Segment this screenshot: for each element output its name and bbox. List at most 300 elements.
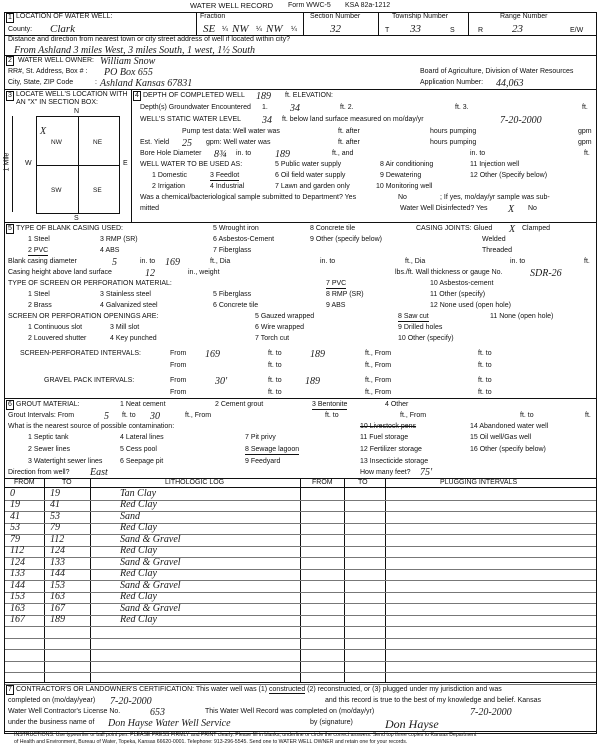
ft-from-label: ft., From <box>400 412 427 419</box>
certification-c: and this record is true to the best of my knowledge and belief. Kansas <box>325 697 541 704</box>
screen-option[interactable]: 4 Galvanized steel <box>100 302 158 309</box>
certification-b: (2) reconstructed, or (3) plugged under my jurisdiction and was <box>307 686 502 693</box>
log-description[interactable]: Tan Clay <box>120 487 157 499</box>
weight-label: in., weight <box>188 269 220 276</box>
log-from[interactable]: 19 <box>10 499 20 510</box>
screen-option[interactable]: 12 None used (open hole) <box>430 302 511 309</box>
from-label: From <box>170 362 187 369</box>
quadrant-ne[interactable]: NE <box>93 139 103 146</box>
static-date[interactable]: 7-20-2000 <box>500 115 542 126</box>
east-label: E <box>123 160 128 167</box>
range-r: R <box>478 27 484 34</box>
city-value[interactable]: Ashland Kansas 67831 <box>100 77 193 89</box>
opening-option[interactable]: 11 None (open hole) <box>490 313 554 320</box>
opening-option[interactable]: 4 Key punched <box>110 335 157 342</box>
mile-scale-line <box>12 116 13 212</box>
contam-option[interactable]: 16 Other (specify below) <box>470 446 546 453</box>
completed-label: completed on (mo/day/year) <box>8 697 96 704</box>
ft-from-label: ft., From <box>365 389 392 396</box>
colon: : <box>95 79 97 86</box>
after-label: ft. after <box>338 139 360 146</box>
log-to[interactable]: 153 <box>50 579 65 591</box>
section-number: 5 <box>6 224 14 234</box>
use-option[interactable]: 12 Other (Specify below) <box>470 172 548 179</box>
gauge-value[interactable]: SDR-26 <box>530 268 562 279</box>
ft-label: ft. <box>585 412 591 419</box>
bore-label: Bore Hole Diameter <box>140 150 202 157</box>
ft-to-label: ft. to <box>478 350 492 357</box>
opening-option[interactable]: 5 Gauzed wrapped <box>255 313 315 320</box>
grid-horizontal <box>37 165 119 166</box>
log-description[interactable]: Red Clay <box>120 614 157 625</box>
table-row <box>5 580 596 581</box>
after-label: ft. after <box>338 128 360 135</box>
casing-option-selected[interactable]: 2 PVC <box>28 247 49 254</box>
log-description[interactable]: Sand & Gravel <box>120 579 181 591</box>
table-row <box>5 661 596 662</box>
table-row <box>5 603 596 604</box>
disinfected-label: Water Well Disinfected? Yes <box>400 205 488 212</box>
screen-option[interactable]: 10 Asbestos-cement <box>430 280 494 287</box>
contam-option-struck[interactable]: 10 Livestock pens <box>360 423 417 430</box>
opening-option[interactable]: 9 Drilled holes <box>398 324 443 331</box>
glued-mark[interactable]: X <box>509 224 516 235</box>
table-row <box>5 684 596 685</box>
screen-option-selected[interactable]: 7 PVC <box>326 280 347 287</box>
table-row <box>5 649 596 650</box>
disinfected-yes-mark[interactable]: X <box>508 204 515 215</box>
township-s: S <box>450 27 455 34</box>
use-option[interactable]: 8 Air conditioning <box>380 161 434 168</box>
mitted-label: mitted <box>140 205 160 212</box>
log-description[interactable]: Red Clay <box>120 545 157 556</box>
in-to-label: in. to <box>236 150 252 157</box>
bore-value[interactable]: 8¾ <box>214 149 227 160</box>
log-to[interactable]: 167 <box>50 602 65 614</box>
table-row <box>5 626 596 627</box>
owner-value[interactable]: William Snow <box>100 56 156 67</box>
ft-to-label: ft. to <box>268 362 282 369</box>
screen-option[interactable]: 9 ABS <box>326 302 346 309</box>
ft-label: ft. <box>584 258 590 265</box>
log-from[interactable]: 167 <box>10 614 25 625</box>
log-description[interactable]: Sand & Gravel <box>120 602 181 614</box>
in-to-label: in. to <box>140 258 156 265</box>
section-number: 4 <box>133 91 141 101</box>
section-number: 6 <box>6 400 14 410</box>
form-title: WATER WELL RECORD <box>190 1 274 10</box>
ft-label: ft. <box>582 104 588 111</box>
log-to[interactable]: 53 <box>50 510 60 522</box>
screen-option[interactable]: 3 Stainless steel <box>100 291 151 298</box>
table-row <box>5 638 596 639</box>
casing-option[interactable]: 6 Asbestos-Cement <box>213 236 275 243</box>
ft-label: ft. <box>584 150 590 157</box>
from-label: From <box>170 389 187 396</box>
locate-label: LOCATE WELL'S LOCATION WITH <box>16 91 128 98</box>
ft-to-label: ft. to <box>268 377 282 384</box>
log-description[interactable]: Sand & Gravel <box>120 533 181 545</box>
license-label: Water Well Contractor's License No. <box>8 708 121 715</box>
ft-to-label: ft. to <box>325 412 339 419</box>
log-to[interactable]: 189 <box>50 614 65 625</box>
locate-label-2: AN "X" IN SECTION BOX: <box>16 99 98 106</box>
constructed-option[interactable]: constructed <box>269 686 306 693</box>
use-option[interactable]: 9 Dewatering <box>380 172 422 179</box>
depth-label: DEPTH OF COMPLETED WELL <box>143 92 245 99</box>
direction-value[interactable]: East <box>90 467 108 478</box>
depth-value[interactable]: 189 <box>256 91 271 102</box>
log-from[interactable]: 53 <box>10 522 20 533</box>
yield-gpm: gpm: Well water was <box>206 139 271 146</box>
screen-option[interactable]: 11 Other (specify) <box>430 291 486 298</box>
log-to[interactable]: 124 <box>50 545 65 556</box>
instructions-line-2: of Health and Environment, Bureau of Water, Topeka, Kansas 66620-0001. Telephone: 913-296-5545. Send one to WATER WELL OWNER and retain one for your records. <box>14 739 408 745</box>
screen-option[interactable]: 6 Concrete tile <box>213 302 259 309</box>
log-to[interactable]: 144 <box>50 568 65 579</box>
casing-height-value[interactable]: 12 <box>145 268 155 279</box>
casing-option[interactable]: 9 Other (specify below) <box>310 236 382 243</box>
table-row <box>5 557 596 558</box>
blank-to-value[interactable]: 169 <box>165 257 180 268</box>
perforated-intervals-label: SCREEN-PERFORATED INTERVALS: <box>20 350 141 357</box>
static-label: WELL'S STATIC WATER LEVEL <box>140 116 242 123</box>
clamped-option[interactable]: Clamped <box>522 225 551 232</box>
log-description[interactable]: Red Clay <box>120 591 157 602</box>
table-row <box>5 546 596 547</box>
col-header-plugging: PLUGGING INTERVALS <box>440 479 518 486</box>
opening-option[interactable]: 10 Other (specify) <box>398 335 454 342</box>
elevation-label: ft. ELEVATION: <box>285 92 333 99</box>
casing-option[interactable]: 1 Steel <box>28 236 50 243</box>
in-to-label: in. to <box>510 258 526 265</box>
sample-label: Was a chemical/bacteriological sample submitted to Department? Yes <box>140 194 357 201</box>
record-date-label: This Water Well Record was completed on (mo/day/yr) <box>205 708 375 715</box>
use-option[interactable]: 2 Irrigation <box>152 183 186 190</box>
casing-option[interactable]: 7 Fiberglass <box>213 247 252 254</box>
log-description[interactable]: Sand & Gravel <box>120 556 181 568</box>
table-row <box>5 534 596 535</box>
table-row <box>5 615 596 616</box>
opening-option[interactable]: 7 Torch cut <box>255 335 290 342</box>
quadrant-se[interactable]: SE <box>93 187 102 194</box>
table-row <box>5 592 596 593</box>
log-from[interactable]: 144 <box>10 579 25 591</box>
col-header-plug-from: FROM <box>312 479 333 486</box>
grout-option-selected[interactable]: 3 Bentonite <box>312 401 348 408</box>
ft-to-label: ft. to <box>478 377 492 384</box>
contam-option[interactable]: 9 Feedyard <box>245 458 281 465</box>
screen-option[interactable]: 5 Fiberglass <box>213 291 252 298</box>
contam-option[interactable]: 14 Abandoned water well <box>470 423 549 430</box>
divider <box>468 12 469 35</box>
log-from[interactable]: 163 <box>10 602 25 614</box>
quarter-label: ¼ <box>256 26 262 33</box>
address-label: RR#, St. Address, Box # : <box>8 68 88 75</box>
log-from[interactable]: 133 <box>10 568 25 579</box>
section-number-value[interactable]: 32 <box>330 23 341 35</box>
hours-label: hours pumping <box>430 139 477 146</box>
north-label: N <box>74 108 80 115</box>
divider <box>4 398 596 399</box>
in-to-label: in. to <box>470 150 486 157</box>
log-from[interactable]: 112 <box>10 545 25 556</box>
grout-from-value[interactable]: 5 <box>104 411 109 422</box>
signature-label: by (signature) <box>310 719 353 726</box>
opening-option-selected[interactable]: 8 Saw cut <box>398 313 429 320</box>
section-number: 1 <box>6 13 14 23</box>
ft-to-label: ft. to <box>268 350 282 357</box>
use-option[interactable]: 1 Domestic <box>152 172 188 179</box>
gravel-to-value[interactable]: 189 <box>305 376 320 387</box>
disinfected-no[interactable]: No <box>528 205 537 212</box>
casing-option[interactable]: 3 RMP (SR) <box>100 236 138 243</box>
city-label: City, State, ZIP Code <box>8 79 74 86</box>
threaded-option[interactable]: Threaded <box>482 247 512 254</box>
table-row <box>5 523 596 524</box>
grout-intervals-label: Grout Intervals: From <box>8 412 75 419</box>
use-option-selected[interactable]: 3 Feedlot <box>210 172 240 179</box>
joints-label: CASING JOINTS: Glued <box>416 225 493 232</box>
opening-option[interactable]: 3 Mill slot <box>110 324 140 331</box>
contam-option[interactable]: 5 Cess pool <box>120 446 157 453</box>
use-option[interactable]: 10 Monitoring well <box>376 183 433 190</box>
owner-label: WATER WELL OWNER: <box>18 57 94 64</box>
feet-label: How many feet? <box>360 469 411 476</box>
completed-date[interactable]: 7-20-2000 <box>110 696 152 707</box>
contam-option[interactable]: 15 Oil well/Gas well <box>470 434 532 441</box>
log-to[interactable]: 19 <box>50 487 60 499</box>
grout-to-value[interactable]: 30 <box>150 411 160 422</box>
certification-a: CONTRACTOR'S OR LANDOWNER'S CERTIFICATION: This water well was (1) <box>16 686 268 693</box>
openings-label: SCREEN OR PERFORATION OPENINGS ARE: <box>8 313 159 320</box>
log-from[interactable]: 0 <box>10 487 15 499</box>
board-label: Board of Agriculture, Division of Water Resources <box>420 68 574 75</box>
static-suffix: ft. below land surface measured on mo/day/yr <box>282 116 424 123</box>
license-value[interactable]: 653 <box>150 707 165 718</box>
ft-from-label: ft., From <box>365 350 392 357</box>
divider <box>378 12 379 35</box>
hours-label: hours pumping <box>430 128 477 135</box>
fraction-1[interactable]: SE <box>203 23 216 35</box>
yield-value[interactable]: 25 <box>182 138 192 149</box>
ft-dia-label: ft., Dia <box>405 258 426 265</box>
contam-option-selected[interactable]: 8 Sewage lagoon <box>245 446 300 453</box>
table-row <box>5 569 596 570</box>
statute-reference: KSA 82a-1212 <box>345 2 391 9</box>
feet-value[interactable]: 75' <box>420 467 433 478</box>
quadrant-nw[interactable]: NW <box>51 139 62 146</box>
record-date[interactable]: 7-20-2000 <box>470 707 512 718</box>
grout-option[interactable]: 1 Neat cement <box>120 401 166 408</box>
ft-to-label: ft. to <box>478 362 492 369</box>
ft-to-label: ft. to <box>268 389 282 396</box>
log-to[interactable]: 79 <box>50 522 60 533</box>
log-to[interactable]: 41 <box>50 499 60 510</box>
ft-dia-label: ft., Dia <box>210 258 231 265</box>
section-number: 3 <box>6 91 14 101</box>
signature[interactable]: Don Hayse <box>385 716 439 731</box>
south-label: S <box>74 215 79 222</box>
use-option[interactable]: 4 Industrial <box>210 183 245 190</box>
business-name[interactable]: Don Hayse Water Well Service <box>108 718 231 729</box>
gravel-pack-label: GRAVEL PACK INTERVALS: <box>44 377 135 384</box>
casing-option[interactable]: 5 Wrought iron <box>213 225 259 232</box>
welded-option[interactable]: Welded <box>482 236 506 243</box>
application-label: Application Number: <box>420 79 484 86</box>
divider <box>4 89 596 90</box>
quarter-label: ¼ <box>291 26 297 33</box>
log-to[interactable]: 112 <box>50 533 65 545</box>
screen-material-label: TYPE OF SCREEN OR PERFORATION MATERIAL: <box>8 280 172 287</box>
from-label: From <box>170 377 187 384</box>
contam-option[interactable]: 13 Insecticide storage <box>360 458 429 465</box>
section-number-label: Section Number <box>310 13 361 20</box>
divider <box>4 222 596 223</box>
sample-no[interactable]: No <box>398 194 407 201</box>
perf-to-value[interactable]: 189 <box>310 349 325 360</box>
contam-option[interactable]: 6 Seepage pit <box>120 458 164 465</box>
bore-to-value[interactable]: 189 <box>275 149 290 160</box>
section-box[interactable] <box>36 116 120 214</box>
fraction-label: Fraction <box>200 13 226 20</box>
log-description[interactable]: Sand <box>120 510 140 522</box>
range-value[interactable]: 23 <box>512 23 523 35</box>
contam-option[interactable]: 2 Sewer lines <box>28 446 71 453</box>
use-option[interactable]: 6 Oil field water supply <box>275 172 346 179</box>
yield-label: Est. Yield <box>140 139 170 146</box>
static-value[interactable]: 34 <box>262 115 272 126</box>
table-row <box>5 672 596 673</box>
casing-height-label: Casing height above land surface <box>8 269 112 276</box>
casing-label: TYPE OF BLANK CASING USED: <box>16 225 123 232</box>
contamination-label: What is the nearest source of possible contamination: <box>8 423 175 430</box>
sample-suffix: ; If yes, mo/day/yr sample was sub- <box>440 194 550 201</box>
section-number: 2 <box>6 56 14 66</box>
ft-from-label: ft., From <box>185 412 212 419</box>
gauge-label: lbs./ft. Wall thickness or gauge No. <box>395 269 503 276</box>
section-number: 7 <box>6 685 14 695</box>
grout-option[interactable]: 2 Cement grout <box>215 401 264 408</box>
groundwater-label: Depth(s) Groundwater Encountered <box>140 104 251 111</box>
perf-from-value[interactable]: 169 <box>205 349 220 360</box>
use-label: WELL WATER TO BE USED AS: <box>140 161 243 168</box>
table-row <box>5 511 596 512</box>
township-t: T <box>385 27 390 34</box>
log-to[interactable]: 163 <box>50 591 65 602</box>
form-number: Form WWC-5 <box>288 2 331 9</box>
opening-option[interactable]: 1 Continuous slot <box>28 324 83 331</box>
ft-to-label: ft. to <box>520 412 534 419</box>
business-label: under the business name of <box>8 719 95 726</box>
log-description[interactable]: Red Clay <box>120 568 157 579</box>
log-to[interactable]: 133 <box>50 556 65 568</box>
screen-option[interactable]: 2 Brass <box>28 302 52 309</box>
log-from[interactable]: 124 <box>10 556 25 568</box>
casing-option[interactable]: 8 Concrete tile <box>310 225 356 232</box>
log-description[interactable]: Red Clay <box>120 499 157 510</box>
distance-label: Distance and direction from nearest town or city street address of well if located within city? <box>8 36 291 43</box>
log-from[interactable]: 79 <box>10 533 20 545</box>
contam-option[interactable]: 3 Watertight sewer lines <box>28 458 103 465</box>
col-header-to: TO <box>62 479 72 486</box>
use-option[interactable]: 11 Injection well <box>470 161 520 168</box>
township-value[interactable]: 33 <box>410 23 421 35</box>
grout-option[interactable]: 4 Other <box>385 401 409 408</box>
contam-option[interactable]: 1 Septic tank <box>28 434 69 441</box>
contam-option[interactable]: 7 Pit privy <box>245 434 276 441</box>
blank-diameter-value[interactable]: 5 <box>112 257 117 268</box>
ft-from-label: ft., From <box>365 362 392 369</box>
divider <box>131 89 132 222</box>
screen-option[interactable]: 1 Steel <box>28 291 50 298</box>
quadrant-sw[interactable]: SW <box>51 187 62 194</box>
west-label: W <box>25 160 32 167</box>
county-value[interactable]: Clark <box>50 23 76 35</box>
log-from[interactable]: 41 <box>10 510 20 522</box>
use-option[interactable]: 7 Lawn and garden only <box>275 183 350 190</box>
divider <box>4 55 596 56</box>
contam-option[interactable]: 11 Fuel storage <box>360 434 409 441</box>
direction-label: Direction from well? <box>8 469 70 476</box>
log-from[interactable]: 153 <box>10 591 25 602</box>
township-label: Township Number <box>392 13 449 20</box>
gw3-label: ft. 3. <box>455 104 469 111</box>
county-label: County: <box>8 26 33 33</box>
ft-to-label: ft. to <box>122 412 136 419</box>
gw1-label: 1. <box>262 104 268 111</box>
gw1-value[interactable]: 34 <box>290 103 300 114</box>
well-location-mark: X <box>40 126 47 137</box>
pump-label: Pump test data: Well water was <box>182 128 280 135</box>
log-description[interactable]: Red Clay <box>120 522 157 533</box>
divider <box>4 682 596 683</box>
col-header-lithologic-log: LITHOLOGIC LOG <box>165 479 225 486</box>
distance-value[interactable]: From Ashland 3 miles West, 3 miles South, 1 west, 1½ South <box>14 44 256 56</box>
gw2-label: ft. 2. <box>340 104 354 111</box>
from-label: From <box>170 350 187 357</box>
col-header-plug-to: TO <box>358 479 368 486</box>
instructions-line-1: INSTRUCTIONS: Use typewriter or ball point pen. PLEASE PRESS FIRMLY and PRINT clearly. Please fill in blanks, underline or circle the correct answers. Send top three copies to Kansas Department <box>14 732 477 738</box>
contam-option[interactable]: 4 Lateral lines <box>120 434 164 441</box>
contam-option[interactable]: 12 Fertilizer storage <box>360 446 422 453</box>
fraction-3[interactable]: NW <box>266 23 283 35</box>
address-value[interactable]: PO Box 655 <box>104 67 153 78</box>
opening-option[interactable]: 2 Louvered shutter <box>28 335 87 342</box>
col-header-from: FROM <box>14 479 35 486</box>
ft-to-label: ft. to <box>478 389 492 396</box>
divider <box>303 12 304 35</box>
range-label: Range Number <box>500 13 548 20</box>
mile-label: 1 Mile <box>3 152 11 172</box>
casing-option[interactable]: 4 ABS <box>100 247 120 254</box>
ft-and-label: ft., and <box>332 150 354 157</box>
table-row <box>5 500 596 501</box>
certification-text <box>16 686 502 694</box>
location-label: LOCATION OF WATER WELL: <box>16 13 113 20</box>
range-ew: E/W <box>570 27 584 34</box>
ft-from-label: ft., From <box>365 377 392 384</box>
opening-option[interactable]: 6 Wire wrapped <box>255 324 305 331</box>
use-option[interactable]: 5 Public water supply <box>275 161 342 168</box>
blank-diameter-label: Blank casing diameter <box>8 258 77 265</box>
gravel-from-value[interactable]: 30' <box>215 376 228 387</box>
fraction-2[interactable]: NW <box>232 23 249 35</box>
application-value[interactable]: 44,063 <box>496 77 524 89</box>
grout-label: GROUT MATERIAL: <box>16 401 80 408</box>
in-to-label: in. to <box>320 258 336 265</box>
screen-option[interactable]: 8 RMP (SR) <box>326 291 364 298</box>
